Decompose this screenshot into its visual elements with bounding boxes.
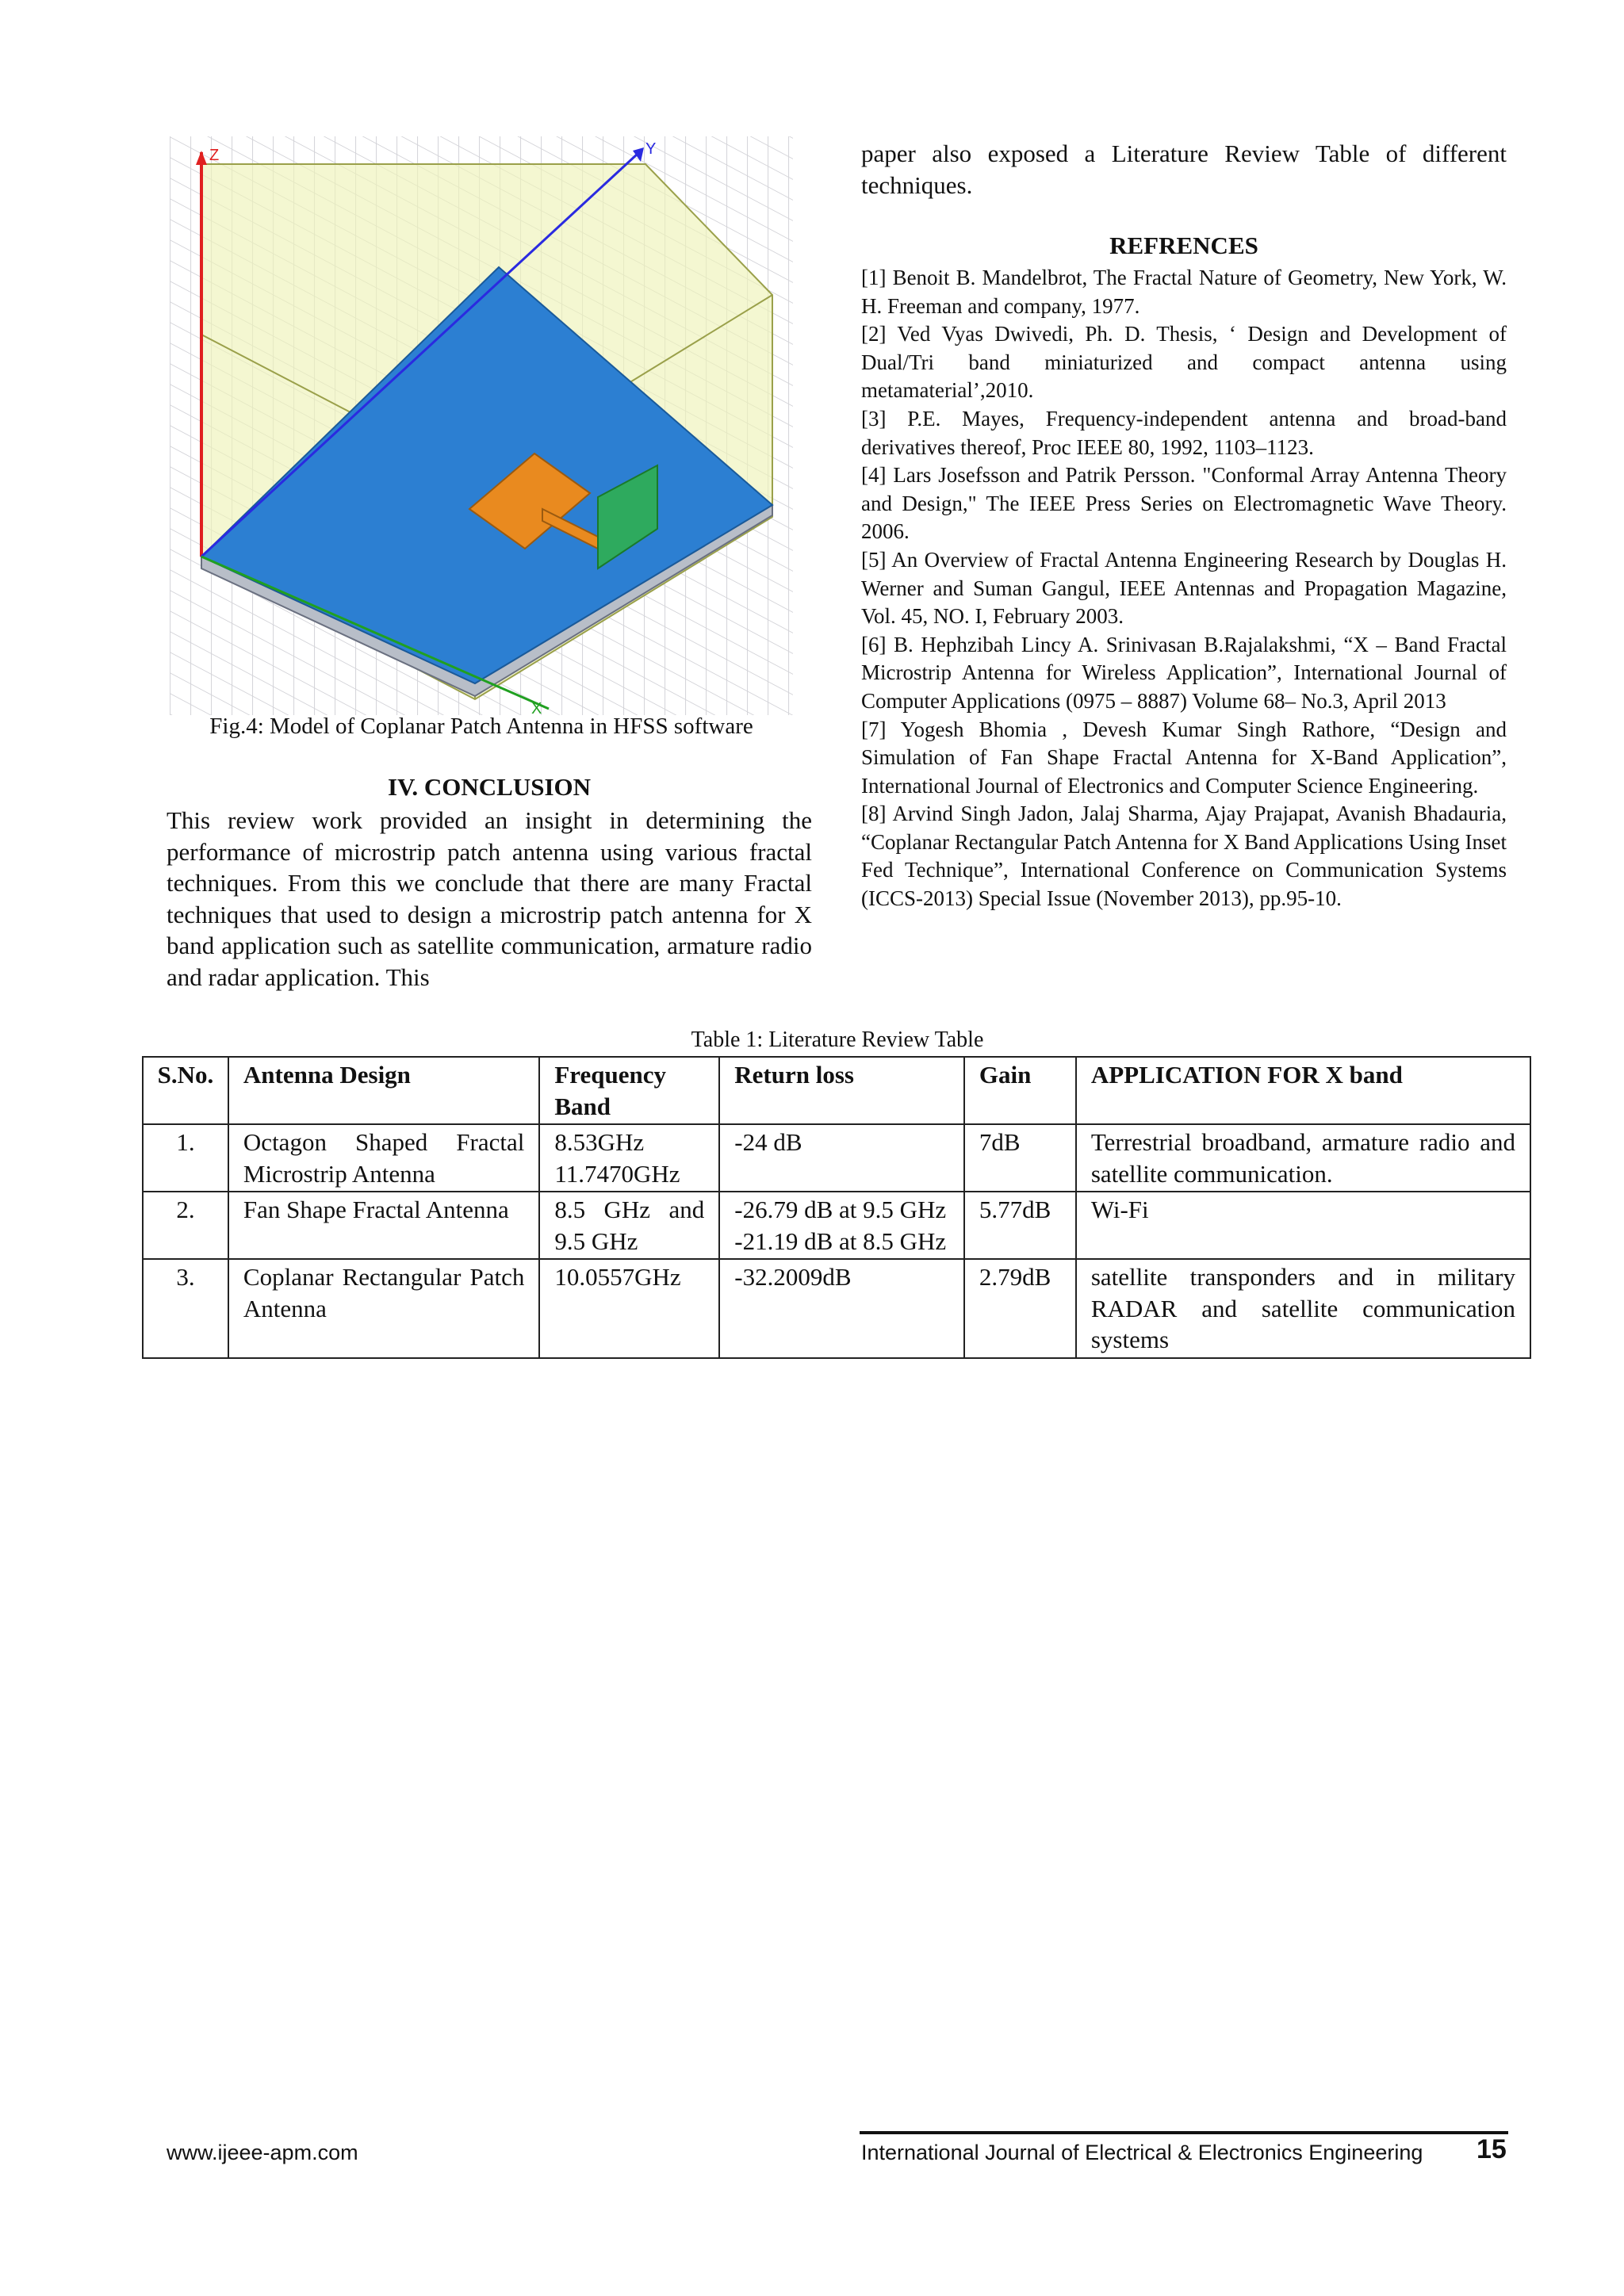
header-antenna-design: Antenna Design	[228, 1057, 539, 1124]
z-axis-label: Z	[209, 147, 220, 164]
table-row	[143, 1192, 1530, 1259]
reference-item: [5] An Overview of Fractal Antenna Engineering Research by Douglas H. Werner and Suman Gangul, IEEE Antennas and Propagation Magazine, Vol. 45, NO. I, February 2003.	[861, 547, 1507, 629]
cell-frequency-band	[539, 1124, 719, 1192]
conclusion-heading: IV. CONCLUSION	[387, 773, 592, 801]
cell-frequency-band	[539, 1192, 719, 1259]
cell-gain: 2.79dB	[964, 1259, 1076, 1358]
cell-application: Terrestrial broadband, armature radio and satellite communication.	[1076, 1124, 1530, 1192]
table-row	[143, 1124, 1530, 1192]
cell-sno: 1.	[143, 1124, 228, 1192]
return-loss-line: -24 dB	[734, 1128, 802, 1156]
frequency-line: 11.7470GHz	[554, 1159, 680, 1188]
frequency-line: 8.53GHz	[554, 1128, 645, 1156]
return-loss-line: -26.79 dB at 9.5 GHz	[734, 1196, 947, 1223]
cell-antenna-design: Octagon Shaped Fractal Microstrip Antenna	[228, 1124, 539, 1192]
cell-return-loss	[719, 1192, 964, 1259]
return-loss-line: -21.19 dB at 8.5 GHz	[734, 1226, 947, 1255]
antenna-model-drawing	[170, 136, 793, 715]
antenna-model-figure	[170, 136, 793, 715]
y-axis-label: Y	[645, 140, 657, 158]
footer-journal-name: International Journal of Electrical & Electronics Engineering	[861, 2141, 1423, 2164]
reference-item: [7] Yogesh Bhomia , Devesh Kumar Singh Rathore, “Design and Simulation of Fan Shape Fractal Antenna for X-Band Application”, International Journal of Electronics and Computer Science Engineering.	[861, 717, 1507, 798]
footer-rule	[860, 2131, 1508, 2134]
cell-gain: 7dB	[964, 1124, 1076, 1192]
return-loss-line: -32.2009dB	[734, 1263, 852, 1291]
reference-item: [1] Benoit B. Mandelbrot, The Fractal Nature of Geometry, New York, W. H. Freeman and company, 1977.	[861, 266, 1507, 318]
header-sno: S.No.	[143, 1057, 228, 1124]
cell-application: Wi-Fi	[1076, 1192, 1530, 1259]
reference-item: [8] Arvind Singh Jadon, Jalaj Sharma, Ajay Prajapat, Avanish Bhadauria, “Coplanar Rectangular Patch Antenna for X Band Applications Using Inset Fed Technique”, International Conference on Communication Systems (ICCS-2013) Special Issue (November 2013), pp.95-10.	[861, 802, 1507, 911]
header-gain: Gain	[964, 1057, 1076, 1124]
cell-sno: 3.	[143, 1259, 228, 1358]
conclusion-paragraph: This review work provided an insight in determining the performance of microstrip patch antenna using various fractal techniques. From this we conclude that there are many Fractal techniques that used to design a microstrip patch antenna for X band application such as satellite communication, armature radio and radar application. This	[167, 806, 812, 991]
header-frequency-band: Frequency Band	[539, 1057, 719, 1124]
cell-application: satellite transponders and in military RADAR and satellite communication systems	[1076, 1259, 1530, 1358]
table-row	[143, 1259, 1530, 1358]
page-number: 15	[1477, 2134, 1507, 2164]
cell-gain: 5.77dB	[964, 1192, 1076, 1259]
figure-caption: Fig.4: Model of Coplanar Patch Antenna in HFSS software	[209, 714, 753, 739]
frequency-line: 8.5 GHz and 9.5 GHz	[554, 1196, 705, 1255]
cell-return-loss	[719, 1259, 964, 1358]
cell-return-loss	[719, 1124, 964, 1192]
frequency-line: 10.0557GHz	[554, 1263, 681, 1291]
references-list	[861, 264, 1507, 913]
conclusion-continuation: paper also exposed a Literature Review Table of different techniques.	[861, 140, 1507, 199]
cell-antenna-design: Fan Shape Fractal Antenna	[228, 1192, 539, 1259]
reference-item: [4] Lars Josefsson and Patrik Persson. "Conformal Array Antenna Theory and Design," The IEEE Press Series on Electromagnetic Wave Theory. 2006.	[861, 463, 1507, 544]
table-caption: Table 1: Literature Review Table	[691, 1027, 984, 1052]
cell-frequency-band	[539, 1259, 719, 1358]
cell-sno: 2.	[143, 1192, 228, 1259]
reference-item: [6] B. Hephzibah Lincy A. Srinivasan B.Rajalakshmi, “X – Band Fractal Microstrip Antenna for Wireless Application”, International Journal of Computer Applications (0975 – 8887) Volume 68– No.3, April 2013	[861, 632, 1507, 713]
header-application: APPLICATION FOR X band	[1076, 1057, 1530, 1124]
footer-website: www.ijeee-apm.com	[167, 2141, 358, 2164]
header-return-loss: Return loss	[719, 1057, 964, 1124]
literature-review-table	[142, 1056, 1531, 1359]
x-axis-label: X	[531, 700, 542, 715]
reference-item: [3] P.E. Mayes, Frequency-independent antenna and broad-band derivatives thereof, Proc IEEE 80, 1992, 1103–1123.	[861, 406, 1507, 459]
cell-antenna-design: Coplanar Rectangular Patch Antenna	[228, 1259, 539, 1358]
reference-item: [2] Ved Vyas Dwivedi, Ph. D. Thesis, ‘ Design and Development of Dual/Tri band miniaturized and compact antenna using metamaterial’,2010.	[861, 322, 1507, 403]
table-header-row	[143, 1057, 1530, 1124]
references-heading: REFRENCES	[1109, 232, 1258, 259]
